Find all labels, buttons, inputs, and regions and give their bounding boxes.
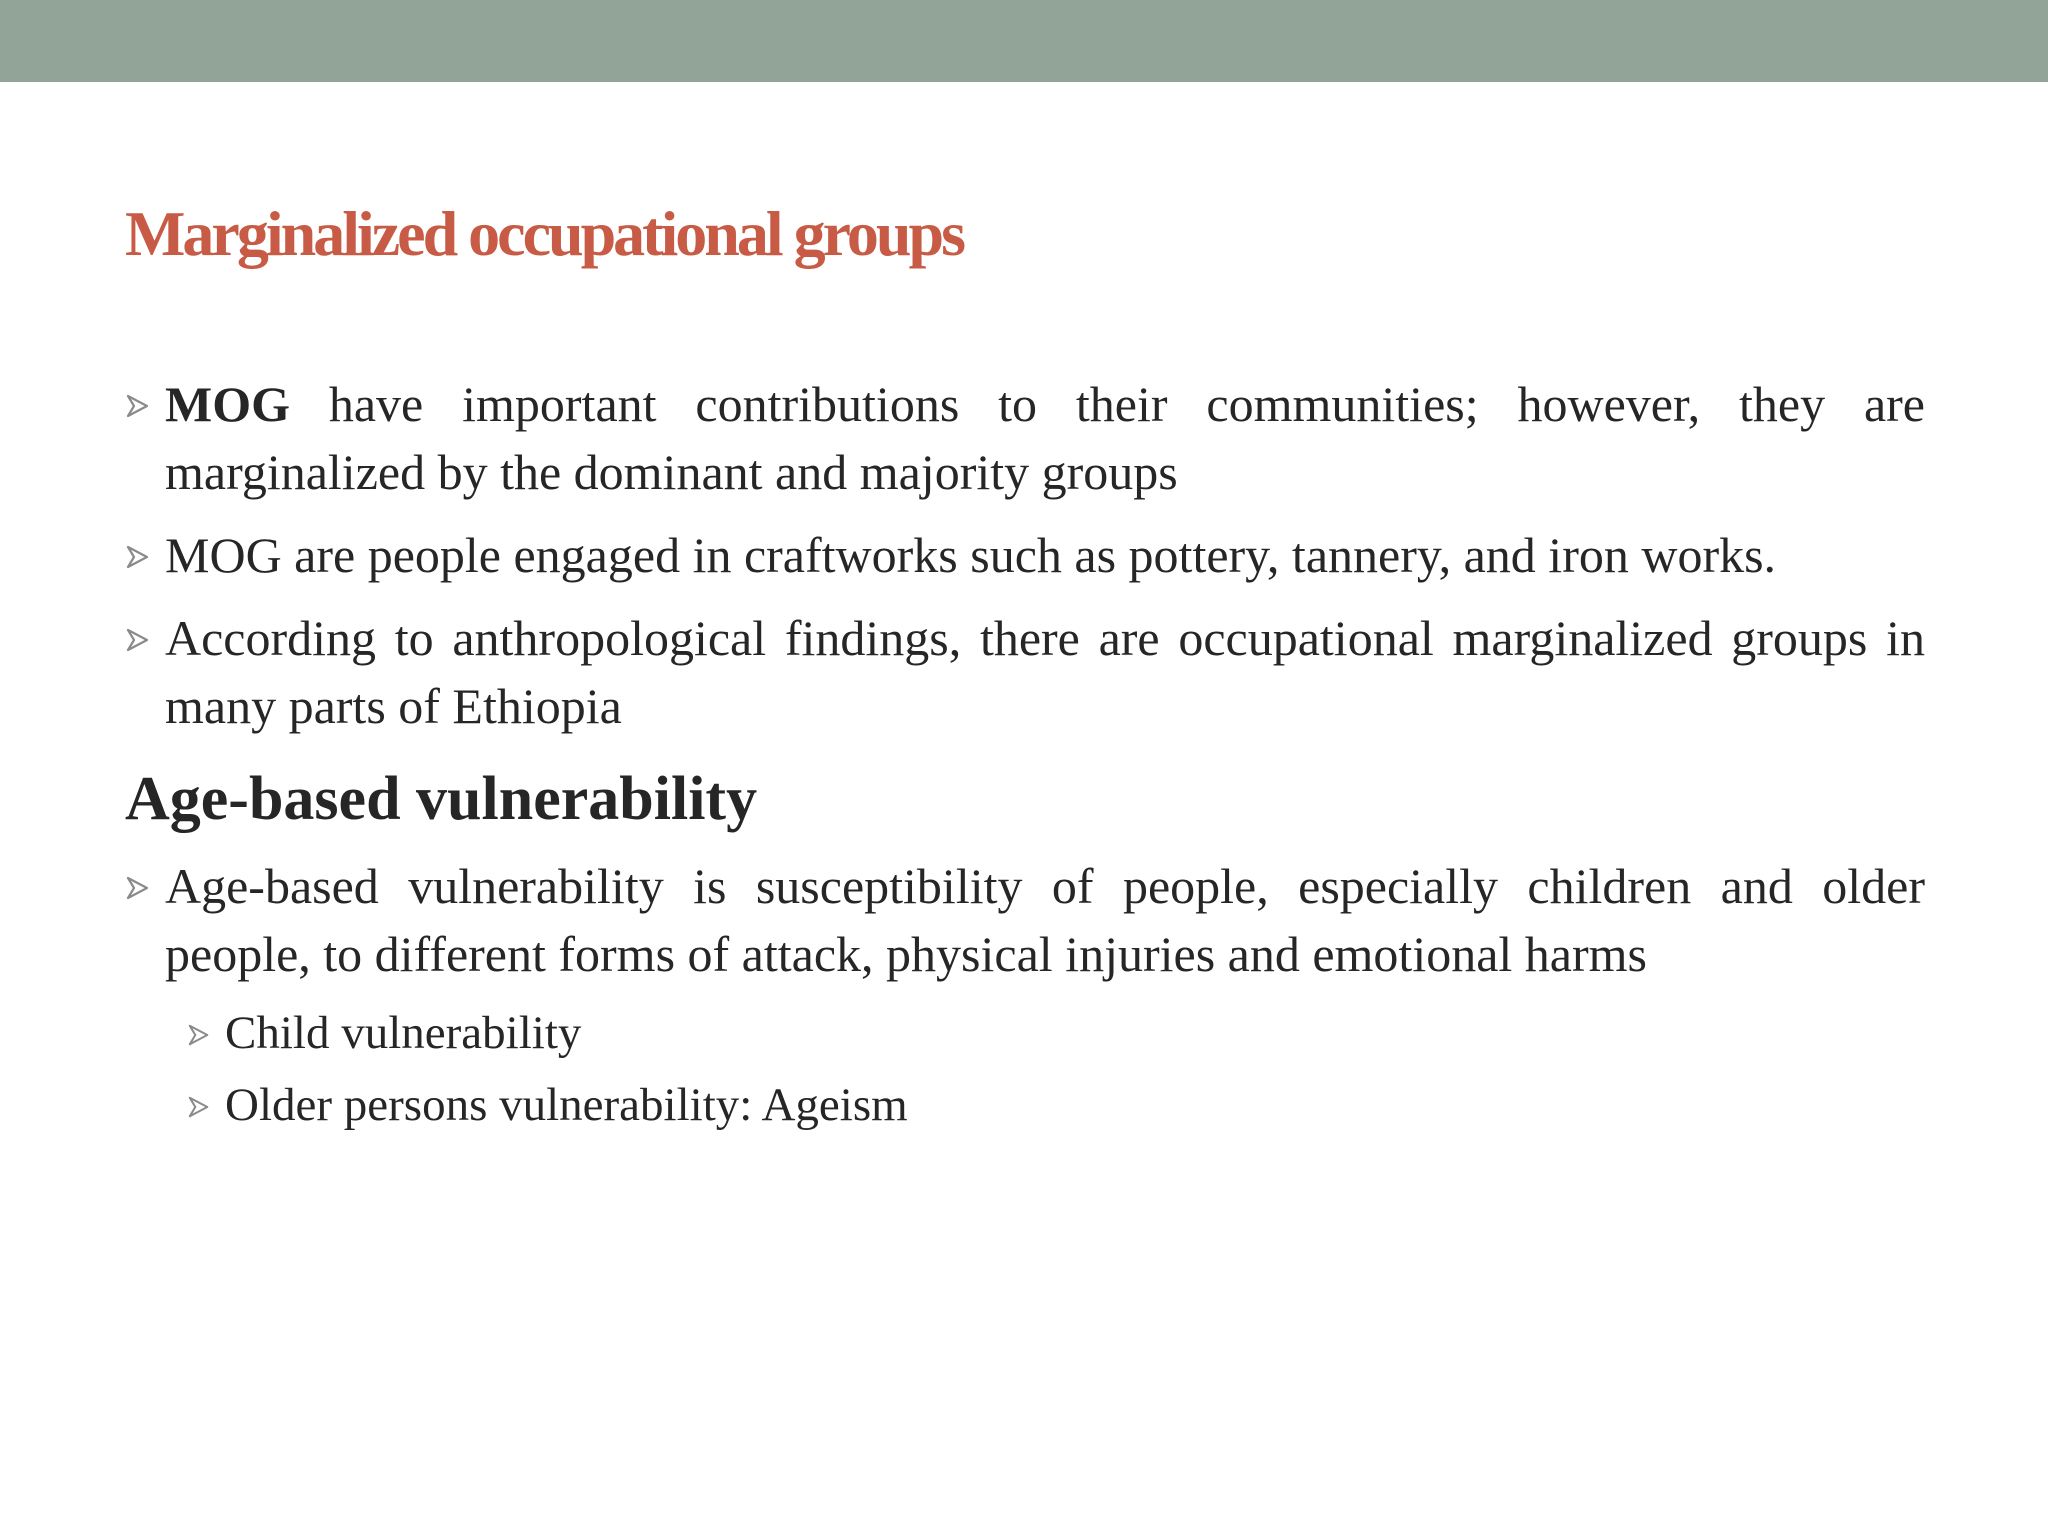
bullet-bold-lead: MOG [165, 376, 290, 432]
bullet-text: have important contributions to their communities; however, they are marginalized by the dominant and majority groups [165, 376, 1925, 500]
top-color-band [0, 0, 2048, 82]
bullet-text: According to anthropological findings, there are occupational marginalized groups in many parts of Ethiopia [165, 610, 1925, 734]
arrow-bullet-icon [187, 1077, 221, 1137]
arrow-bullet-icon [125, 854, 159, 922]
arrow-bullet-icon [187, 1005, 221, 1065]
bullet-mog-contributions [125, 370, 1925, 506]
bullet-text: Age-based vulnerability is susceptibility of people, especially children and older people, to different forms of attack, physical injuries and emotional harms [165, 858, 1925, 982]
bullet-text: MOG are people engaged in craftworks such as pottery, tannery, and iron works. [165, 527, 1777, 583]
sub-bullet-text: Child vulnerability [225, 1007, 582, 1059]
sub-bullet-text: Older persons vulnerability: Ageism [225, 1079, 908, 1131]
sub-bullet-older-persons [187, 1075, 1925, 1135]
bullet-age-based-definition [125, 852, 1925, 988]
slide-title: Marginalized occupational groups [125, 198, 963, 269]
slide-content [125, 370, 1925, 1147]
arrow-bullet-icon [125, 606, 159, 674]
section-heading-age-based: Age-based vulnerability [125, 765, 758, 833]
bullet-mog-craftworks [125, 521, 1925, 589]
sub-bullet-child-vulnerability [187, 1003, 1925, 1063]
arrow-bullet-icon [125, 523, 159, 591]
arrow-bullet-icon [125, 372, 159, 440]
bullet-anthropological-findings [125, 604, 1925, 740]
